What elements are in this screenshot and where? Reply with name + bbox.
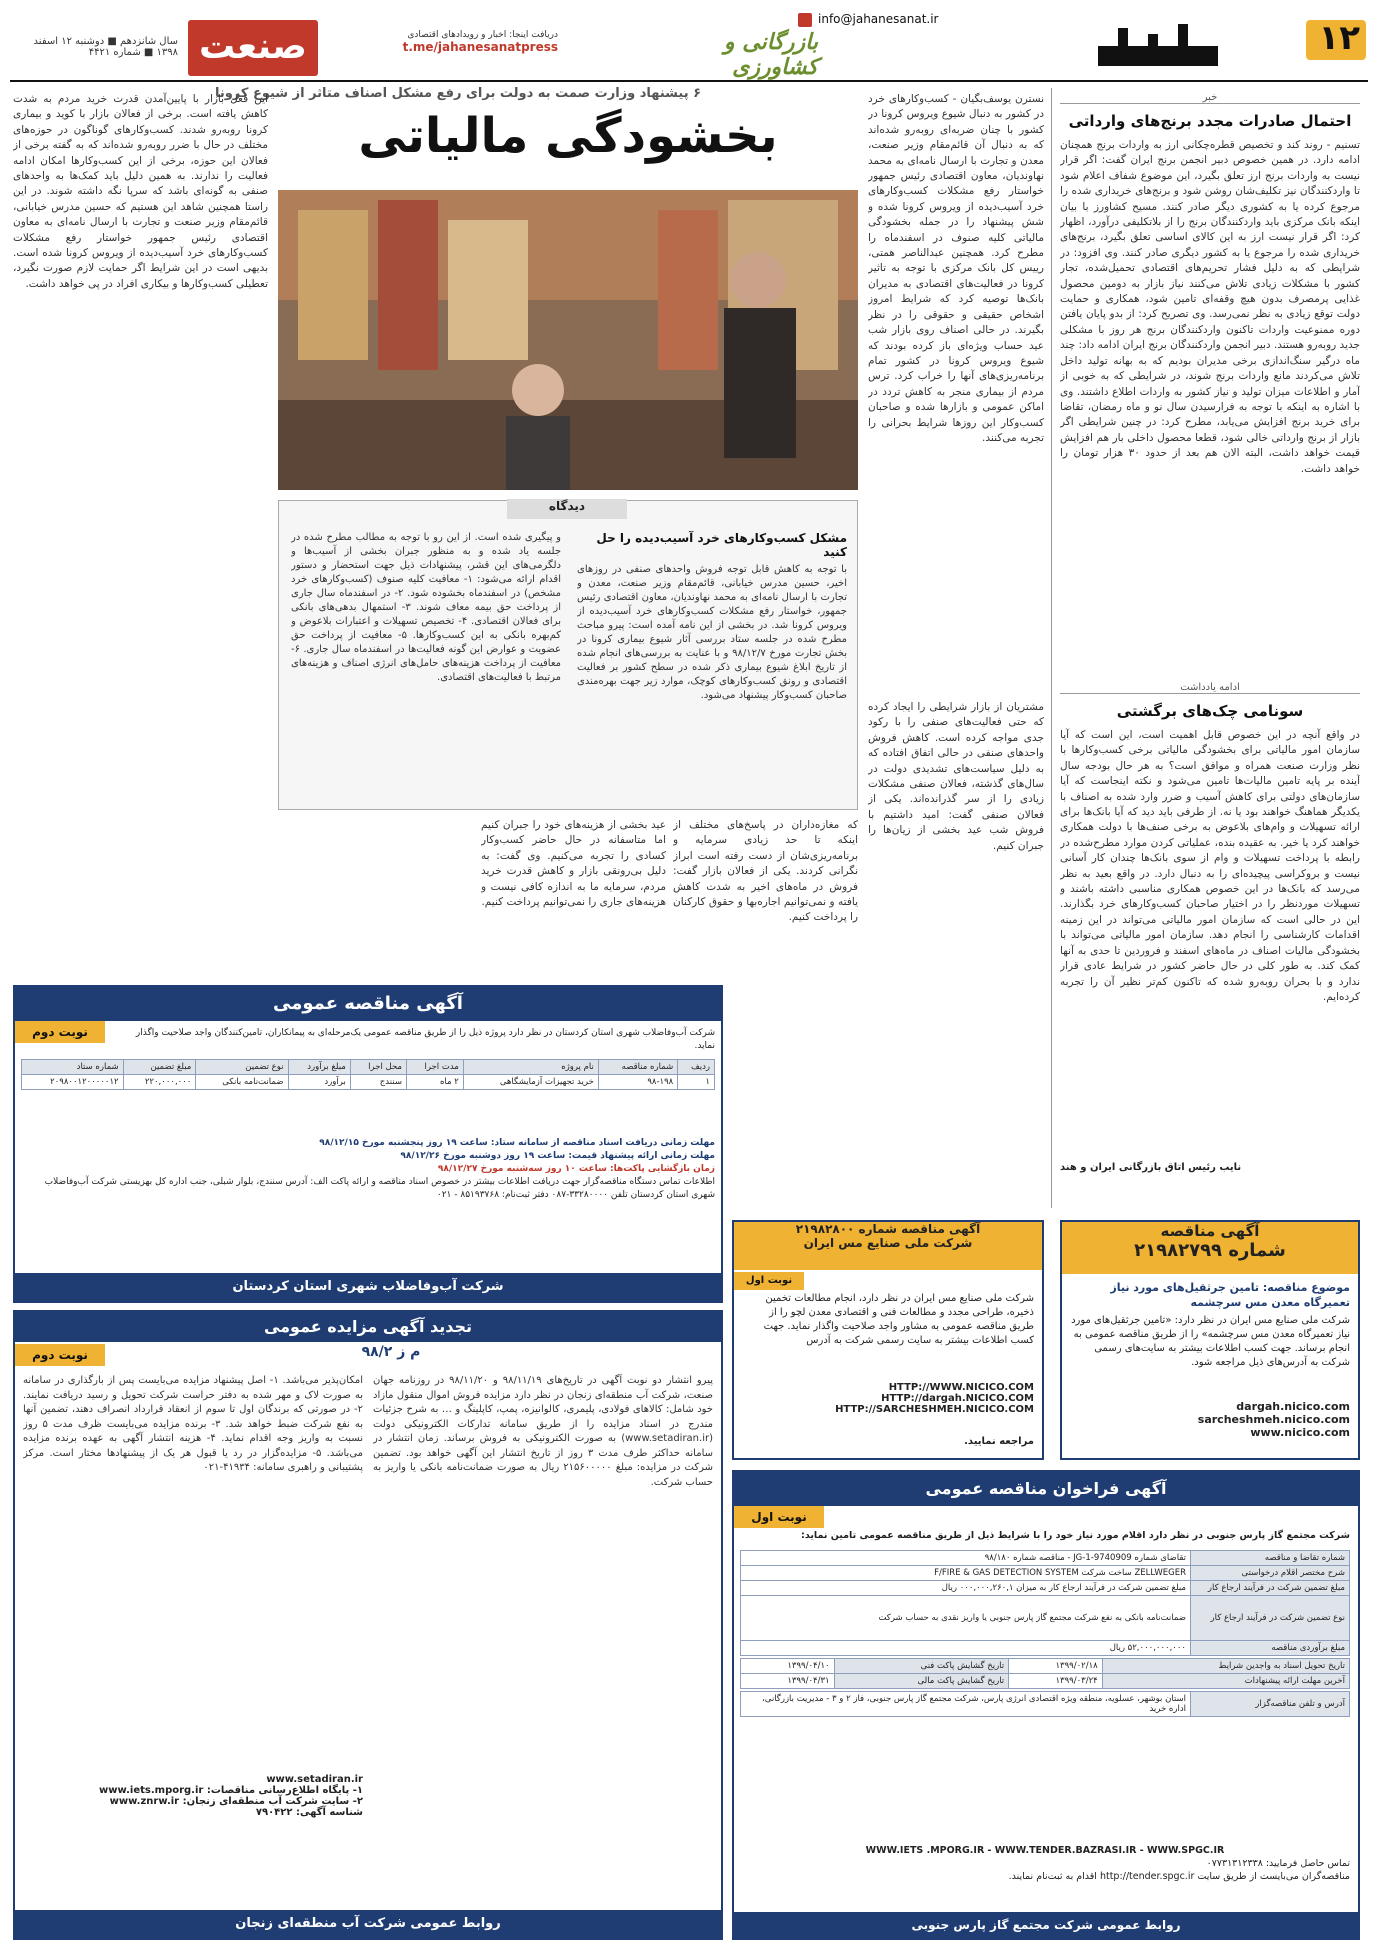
ad-zanjan-code: م ز ۹۸/۲: [361, 1344, 421, 1360]
news-title: احتمال صادرات مجدد برنج‌های وارداتی: [1068, 112, 1352, 130]
table-cell: ۲۲۰,۰۰۰,۰۰۰: [123, 1075, 196, 1090]
article-col-g: این فعل بازار با پایین‌آمدن قدرت خرید مردم به شدت کاهش یافته است. برخی از فعالان بازار با کوید و بیماری کرونا روبه‌رو شدند. کسب‌وکارهای گوناگون در حوزه‌های مختلف در حال با ضرر روبه‌رو شده‌اند که به گفته برخی از فعالان این حوزه، برخی از این کسب‌وکارها امکان ادامه فعالیت را ندارند. به همین دلیل باید کمک‌ها به واحدهای صنفی به گونه‌ای باشد که سرپا نگه داشته شوند. در این راستا همچنین شاهد این هستیم که حسین مدرس خیابانی، قائم‌مقام وزیر صنعت و تجارت با ارسال نامه‌ای به معاون اقتصادی رئیس جمهور خواستار رفع مشکلات کسب‌وکارهای خرد آسیب‌دیده از ویروس کرونا شده است. بدیهی است در این شرایط اگر حمایت لازم صورت نگیرد، تعطیلی کسب‌وکارها و بیکاری افراد در پی خواهد داشت.: [13, 93, 268, 290]
table-cell: برآورد: [288, 1075, 350, 1090]
ad-mes-1-title: آگهی مناقصه: [1160, 1222, 1260, 1240]
viewpoint-label: دیدگاه: [507, 499, 627, 519]
article-col-f: مشتریان از بازار شرایطی را ایجاد کرده که حتی فعالیت‌های صنفی را با رکود جدی مواجه کرده است. کاهش فروش واحدهای صنفی در حالی اتفاق افتاده که به دلیل سیاست‌های تشدیدی دولت در سال‌های گذشته، فعالان صنفی مشکلات زیادی را از سر گذرانده‌اند. یکی از فعالان صنفی گفت: امید داشتیم با فروش شب عید بخشی از زیان‌ها را جبران کنیم.: [868, 701, 1044, 852]
table-cell: ۲ ماه: [407, 1075, 464, 1090]
article-title: بخشودگی مالیاتی: [358, 108, 778, 164]
ad-kurdistan-line: مهلت زمانی ارائه پیشنهاد قیمت: ساعت ۱۹ روز دوشنبه مورخ ۹۸/۱۲/۲۶: [400, 1151, 715, 1161]
ad-mes-2-body: شرکت ملی صنایع مس ایران در نظر دارد، انجام مطالعات تخمین ذخیره، طراحی مجدد و مطالعات فنی و اقتصادی معدن لچو را از طریق مناقصه عمومی به مشاور واجد صلاحیت واگذار نماید. جهت کسب اطلاعات بیشتر به سایت رسمی شرکت به آدرس: [763, 1293, 1034, 1346]
table-cell: ضمانت‌نامه بانکی: [196, 1075, 288, 1090]
ad-gas-round: نوبت اول: [734, 1506, 824, 1528]
logo-mark: صنعت: [188, 20, 318, 76]
table-cell: ضمانت‌نامه بانکی به نفع شرکت مجتمع گاز پارس جنوبی یا واریز نقدی به حساب شرکت: [741, 1596, 1191, 1641]
news-rice: [1060, 92, 1360, 672]
article-supertitle: ۶ پیشنهاد وزارت صمت به دولت برای رفع مشکل اصناف متاثر از شیوع کرونا: [214, 86, 702, 101]
viewpoint-col-b: [577, 531, 847, 801]
viewpoint-body-c: و پیگیری شده است. از این رو با توجه به مطالب مطرح شده در جلسه یاد شده و به منظور جبران بخشی از آسیب‌ها و دلگرمی‌های این قشر، پیشنهادات ذیل جهت استحضار و دستور اقدام ارائه می‌شود: ۱- معافیت کلیه صنوف (کسب‌وکارهای خرد مشخص) در اسفندماه بخشوده شود. ۲- در اسفندماه سال جاری از پرداخت حق بیمه معاف شوند. ۳- استمهال بدهی‌های بانکی برای فعالان اقتصادی. ۴- تخصیص تسهیلات و اعتبارات بلاعوض و کم‌بهره بانکی به این کسب‌وکارها. ۵- معافیت از پرداخت حق عضویت و عوارض این گونه فعالیت‌ها در اسفندماه سال جاری. ۶- معافیت از پرداخت هزینه‌های حامل‌های انرژی اصناف و هزینه‌های مرتبط با فعالیت‌های اقتصادی.: [291, 532, 561, 683]
table-row: [22, 1075, 715, 1090]
page-number: ۱۲: [1318, 18, 1360, 58]
ad-mes-2: [732, 1220, 1044, 1460]
ad-kurdistan-intro: شرکت آب‌وفاضلاب شهری استان کردستان در نظر دارد پروژه ذیل را از طریق مناقصه عمومی یک‌مرحله‌ای به پیمانکاران، تامین‌کنندگان واجد صلاحیت واگذار نماید.: [135, 1028, 715, 1051]
table-label: مبلغ تضمین شرکت در فرآیند ارجاع کار: [1191, 1581, 1350, 1596]
mail-icon: [798, 13, 812, 27]
ad-mes-2-title: آگهی مناقصه شماره ۲۱۹۸۲۸۰۰: [795, 1222, 981, 1236]
news-kicker: خبر: [1060, 92, 1360, 104]
ad-mes-2-org: شرکت ملی صنایع مس ایران: [803, 1236, 973, 1250]
ad-zanjan-body-right: پیرو انتشار دو نوبت آگهی در تاریخ‌های ۹۸/۱۱/۱۹ و ۹۸/۱۱/۲۰ در روزنامه جهان صنعت، شرکت آب منطقه‌ای زنجان در نظر دارد مزایده فروش اموال منقول مازاد خود شامل: کالاهای فولادی، پلیمری، کالوانیزه، پمپ، کاپلینگ و … به شرح جزئیات مندرج در اسناد مزایده را از طریق سامانه تدارکات الکترونیکی دولت (www.setadiran.ir) به صورت الکترونیکی به فروش برساند. زمان انتشار در سامانه حداکثر طرف مدت ۳ روز از تاریخ انتشار این آگهی خواهد بود. تضمین شرکت در مزایده: مبلغ ۲۱۵۶۰۰۰۰۰ ریال به صورت ضمانت‌نامه بانکی یا واریز به حساب شرکت.: [373, 1375, 713, 1488]
table-cell: استان بوشهر، عسلویه، منطقه ویژه اقتصادی انرژی پارس، شرکت مجتمع گاز پارس جنوبی، فاز ۲ و ۳ - مدیریت بازرگانی، اداره خرید: [741, 1692, 1191, 1717]
site-link[interactable]: dargah.nicico.com: [1236, 1400, 1350, 1413]
table-row: [741, 1566, 1350, 1581]
table-label: نوع تضمین شرکت در فرآیند ارجاع کار: [1191, 1596, 1350, 1641]
table-row: [741, 1641, 1350, 1656]
email[interactable]: info@jahanesanat.ir: [818, 12, 939, 26]
section-mark: [1078, 18, 1278, 74]
table-cell: سنندج: [350, 1075, 406, 1090]
ad-gas-footer: روابط عمومی شرکت مجتمع گاز پارس جنوبی: [734, 1912, 1358, 1938]
table-cell: ۵۲,۰۰۰,۰۰۰,۰۰۰ ریال: [741, 1641, 1191, 1656]
ad-gas-intro: شرکت مجتمع گاز پارس جنوبی در نظر دارد اقلام مورد نیاز خود را با شرایط ذیل از طریق مناقصه عمومی تامین نماید:: [801, 1530, 1350, 1541]
table-row: [741, 1596, 1350, 1641]
ad-kurdistan: [13, 985, 723, 1303]
table-cell: ۱۳۹۹/۰۴/۳۱: [741, 1674, 835, 1689]
table-cell: ۱۳۹۹/۰۳/۲۴: [1009, 1674, 1103, 1689]
table-cell: ۱: [678, 1075, 715, 1090]
table-header: ردیف: [678, 1060, 715, 1075]
ad-gas-note: مناقصه‌گران می‌بایست از طریق سایت http://tender.spgc.ir اقدام به ثبت‌نام نمایند.: [1008, 1871, 1350, 1882]
news-body: تسنیم - روند کند و تخصیص قطره‌چکانی ارز به واردات برنج همچنان ادامه دارد. در همین خصوص دبیر انجمن برنج ایران گفت: اگر قرار نیست به واردات برنج ارز تعلق بگیرد، این موضوع شفاف اعلام شود تا واردکنندگان نیز تکلیف‌شان روشن شود و برنج‌های خریداری شده را مرجوع کرده یا به کشوری دیگر صادر کنند. مسیح کشاورز با بیان اینکه بانک مرکزی باید واردکنندگان برنج را از بلاتکلیفی درآورد، اظهار کرد: اگر قرار نیست ارز به این کالای اساسی تعلق بگیرد، برنج‌های خریداری شده را مرجوع یا به کشور دیگری صادر کنند. وی افزود: در شرایطی که به دلیل فشار تحریم‌های اقتصادی تحمیل‌شده، تجار کشور با مشکلات زیادی تلاش می‌کنند نیاز بازار به دومین محصول غذایی پرمصرف بدون هیچ وقفه‌ای تامین شود، همکاری و حمایت دولت توقع زیادی به نظر نمی‌رسد. وی تصریح کرد: از بدو پایان یافتن دوره ممنوعیت واردات تاکنون واردکنندگان برنج هر روز با مشکلی جدید روبه‌رو هستند. دبیر انجمن واردکنندگان برنج ایران ادامه داد: چند ماه درگیر سنگ‌اندازی برخی مدیران بودیم که به بهانه تولید داخل تلاش می‌کردند مانع واردات برنج شوند، در شرایطی که به خوبی از آمار و اطلاعات میزان تولید و نیاز کشور به واردات اطلاع داشتند. وی با اشاره به اینکه با توجه به فرارسیدن سال نو و ماه رمضان، تقاضا برای خرید برنج افزایش می‌یابد، مطرح کرد: در چنین شرایطی اگر بازار از برنج وارداتی خالی شود، قطعا محصول داخلی بار هم افزایش قیمت خواهد داشت، البته الان هم بعد از حدود ۳۰ هزار تومان را خواهد داشت.: [1060, 139, 1360, 475]
ad-kurdistan-line: اطلاعات تماس دستگاه مناقصه‌گزار جهت دریافت اطلاعات بیشتر در خصوص اسناد مناقصه و ارائه پاکت الف: آدرس سنندج، بلوار شبلی، جنب اداره کل بهزیستی شرکت آب‌وفاضلاب شهری استان کردستان تلفن ۳۳۲۸۰۰۰۰-۰۸۷ دفتر ثبت‌نام: ۸۵۱۹۳۷۶۸ - ۰۲۱: [44, 1177, 715, 1200]
ad-mes-1-header: [1062, 1222, 1358, 1274]
ad-zanjan-footer: روابط عمومی شرکت آب منطقه‌ای زنجان: [15, 1910, 721, 1938]
ad-kurdistan-table: [21, 1059, 715, 1090]
ad-kurdistan-footer: شرکت آب‌وفاضلاب شهری استان کردستان: [15, 1273, 721, 1301]
ad-zanjan-id: شناسه آگهی: ۷۹۰۴۲۲: [255, 1807, 363, 1818]
article-col-d: عید بخشی از هزینه‌های خود را جبران کنیم اما متاسفانه در حال حاضر کسب‌وکار کسادی را تجربه می‌کنیم. وی گفت: به دلیل بی‌رونقی بازار و کاهش قدرت خرید مردم، سرمایه ما به اندازه کافی نیست و هزینه‌های جاری را نمی‌توانیم پرداخت کنیم.: [481, 819, 666, 909]
commentary-title: سونامی چک‌های برگشتی: [1116, 702, 1304, 720]
table-label: شماره تقاضا و مناقصه: [1191, 1551, 1350, 1566]
table-label: تاریخ گشایش پاکت مالی: [834, 1674, 1009, 1689]
table-cell: ۱۳۹۹/۰۲/۱۸: [1009, 1659, 1103, 1674]
viewpoint-heading: مشکل کسب‌وکارهای خرد آسیب‌دیده را حل کنید: [596, 531, 847, 559]
telegram-handle[interactable]: t.me/jahanesanatpress: [402, 40, 558, 54]
ad-kurdistan-details: [21, 1137, 715, 1202]
article-col-a: نسترن یوسف‌بگیان - کسب‌وکارهای خرد در کشور به دنبال شیوع ویروس کرونا در کشور با چنان ضربه‌ای روبه‌رو شده‌اند که به دنبال آن قائم‌مقام وزیر صنعت، معدن و تجارت با ارسال نامه‌ای به محمد نهاوندیان، معاون اقتصادی رئیس جمهور خواستار رفع مشکلات کسب‌وکارهای خرد آسیب‌دیده از ویروس کرونا شده و شش پیشنهاد را در جمله بخشودگی مالیاتی کلیه صنوف در اسفندماه را مطرح کرد. همچنین عبدالناصر همتی، رییس کل بانک مرکزی با توجه به تاثیر کرونا در فعالیت‌های اقتصادی به مدیران بانک‌ها توصیه کرد که شرایط امروز اشخاص حقیقی و حقوقی را در نظر بگیرند. در حالی اصناف روی بازار شب عید حساب ویژه‌ای باز کرده بودند که شیوع ویروس کرونا در کشور تمام برنامه‌ریزی‌های آنها را خراب کرد. ترس مردم از بیماری منجر به کاهش تردد در اماکن عمومی و بازارها شده و صاحبان کسب‌وکار این روزها شرایط بحرانی را تجربه می‌کنند.: [868, 93, 1044, 444]
ad-kurdistan-round: نوبت دوم: [15, 1021, 105, 1043]
table-cell: مبلغ تضمین شرکت در فرآیند ارجاع کار به میزان ۰۰۰,۰۰۰,۲۶۰,۱ ریال: [741, 1581, 1191, 1596]
ad-zanjan-body-left: امکان‌پذیر می‌باشد. ۱- اصل پیشنهاد مزایده می‌بایست پس از بارگذاری در سامانه به صورت لاک و مهر شده به دفتر حراست شرکت تحویل و رسید دریافت نمایند. ۲- در صورتی که برندگان اول تا سوم از انعقاد قرارداد انصراف دهند، تضمین آنها به نفع شرکت ضبط خواهد شد. ۳- برنده مزایده می‌بایست ظرف مدت ۵ روز نسبت به واریز وجه اقدام نماید. ۴- هزینه انتشار آگهی به عهده برنده مزایده می‌باشد. ۵- مزایده‌گزار در رد یا قبول هر یک از پیشنهادها مختار است. مرکز پشتیبانی و راهبری سامانه: ۴۱۹۳۴-۰۲۱: [23, 1375, 363, 1473]
site-link[interactable]: www.nicico.com: [1250, 1426, 1350, 1439]
ad-zanjan-left: [23, 1374, 363, 1894]
table-header: شماره ستاد: [22, 1060, 124, 1075]
commentary-byline: نایب رئیس اتاق بازرگانی ایران و هند: [1060, 1162, 1242, 1173]
table-cell: تقاضای شماره 9740909-JG-1 - مناقصه شماره ۹۸/۱۸۰: [741, 1551, 1191, 1566]
ad-kurdistan-line: زمان بازگشایی پاکت‌ها: ساعت ۱۰ روز سه‌شنبه مورخ ۹۸/۱۲/۲۷: [437, 1164, 715, 1174]
issue-line: سال شانزدهم ■ دوشنبه ۱۲ اسفند ۱۳۹۸ ■ شماره ۴۴۲۱: [33, 36, 178, 58]
table-label: آدرس و تلفن مناقصه‌گزار: [1191, 1692, 1350, 1717]
section-title: بازرگانی و کشاورزی: [724, 30, 818, 80]
ad-mes-1-sites: [1070, 1400, 1350, 1439]
ad-mes-2-end: مراجعه نمایید.: [964, 1436, 1034, 1447]
site-link[interactable]: ۲- سایت شرکت آب منطقه‌ای زنجان: www.znrw.ir: [109, 1796, 363, 1807]
table-header-row: [22, 1060, 715, 1075]
ad-kurdistan-line: مهلت زمانی دریافت اسناد مناقصه از سامانه ستاد: ساعت ۱۹ روز پنجشنبه مورخ ۹۸/۱۲/۱۵: [319, 1138, 715, 1148]
site-link[interactable]: WWW.IETS .MPORG.IR - WWW.TENDER.BAZRASI.IR - WWW.SPGC.IR: [865, 1845, 1225, 1856]
ad-zanjan-round: نوبت دوم: [15, 1344, 105, 1366]
telegram-block: [338, 30, 558, 70]
viewpoint-box: [278, 500, 858, 810]
ad-gas-notes: [740, 1844, 1350, 1883]
ad-gas-title: آگهی فراخوان مناقصه عمومی: [734, 1472, 1358, 1506]
table-cell: ۱۳۹۹/۰۴/۱۰: [741, 1659, 835, 1674]
ad-gas-table: [740, 1550, 1350, 1717]
article-col-e: که مغازه‌داران در پاسخ‌های مختلف از اینکه تا حد زیادی سرمایه و برنامه‌ریزی‌شان از دست رفته است ابراز نگرانی کردند. یکی از فعالان بازار گفت: فروش در ماه‌های اخیر به شدت کاهش یافته و نمی‌توانیم اجاره‌بها و حقوق کارکنان را پرداخت کنیم.: [673, 819, 858, 924]
table-label: آخرین مهلت ارائه پیشنهادات: [1102, 1674, 1349, 1689]
ad-mes-1-number: شماره ۲۱۹۸۲۷۹۹: [1134, 1240, 1286, 1261]
commentary-kicker: ادامه یادداشت: [1060, 682, 1360, 694]
column-divider: [1051, 88, 1052, 1208]
table-label: مبلغ برآوردی مناقصه: [1191, 1641, 1350, 1656]
newspaper-logo: [18, 14, 318, 76]
email-line: [798, 12, 1048, 42]
ad-mes-2-header: [734, 1222, 1042, 1270]
table-row: [741, 1659, 1350, 1674]
ad-mes-2-sites: [742, 1382, 1034, 1415]
table-header: نام پروژه: [463, 1060, 598, 1075]
table-header: مبلغ تضمین: [123, 1060, 196, 1075]
ad-kurdistan-title: آگهی مناقصه عمومی: [15, 987, 721, 1021]
page-number-block: [1276, 12, 1366, 74]
table-header: شماره مناقصه: [598, 1060, 677, 1075]
table-row: [741, 1551, 1350, 1566]
table-cell: خرید تجهیزات آزمایشگاهی: [463, 1075, 598, 1090]
table-header: محل اجرا: [350, 1060, 406, 1075]
table-label: شرح مختصر اقلام درخواستی: [1191, 1566, 1350, 1581]
table-cell: ۹۸-۱۹۸: [598, 1075, 677, 1090]
table-header: مبلغ برآورد: [288, 1060, 350, 1075]
telegram-text: دریافت اینجا: اخبار و رویدادهای اقتصادی: [407, 30, 558, 40]
site-link[interactable]: HTTP://SARCHESHMEH.NICICO.COM: [835, 1404, 1034, 1415]
site-link[interactable]: HTTP://WWW.NICICO.COM: [888, 1382, 1034, 1393]
ad-gas-phone: تماس حاصل فرمایید: ۰۷۷۳۱۳۱۲۳۳۸: [1206, 1858, 1350, 1869]
site-link[interactable]: sarcheshmeh.nicico.com: [1197, 1413, 1350, 1426]
table-row: [741, 1692, 1350, 1717]
site-link[interactable]: www.setadiran.ir: [266, 1774, 363, 1785]
table-label: تاریخ تحویل اسناد به واجدین شرایط: [1102, 1659, 1349, 1674]
viewpoint-body-b: با توجه به کاهش قابل توجه فروش واحدهای صنفی در روزهای اخیر، حسین مدرس خیابانی، قائم‌مقام وزیر صنعت، معدن و تجارت با ارسال نامه‌ای به محمد نهاوندیان، معاون اقتصادی رئیس جمهور، خواستار رفع مشکلات کسب‌وکارهای خرد آسیب‌دیده از ویروس کرونا شد. در بخشی از این نامه آمده است: پیرو مباحث مطرح شده در جلسه ستاد بررسی آثار شیوع بیماری کرونا در بخش تجارت مورخ ۹۸/۱۲/۷ و با عنایت به بررسی‌های انجام شده از تاریخ ابلاغ شیوع بیماری ذکر شده در سطح کشور بر فعالیت اقتصادی و رونق کسب‌وکارهای کوچک، موارد زیر جهت بهره‌مندی صاحبان کسب‌وکار پیشنهاد می‌شود.: [577, 564, 847, 701]
table-header: مدت اجرا: [407, 1060, 464, 1075]
ad-mes-2-round: نوبت اول: [734, 1272, 804, 1290]
masthead-rule: [10, 80, 1368, 82]
ad-gas: [732, 1470, 1360, 1940]
factory-icon: [1078, 18, 1278, 74]
table-row: [741, 1581, 1350, 1596]
site-link[interactable]: ۱- پایگاه اطلاع‌رسانی مناقصات: www.iets.mporg.ir: [99, 1785, 363, 1796]
site-link[interactable]: HTTP://dargah.NICICO.COM: [881, 1393, 1034, 1404]
ad-mes-1: [1060, 1220, 1360, 1460]
ad-mes-1-subject: موضوع مناقصه: تامین جرثقیل‌های مورد نیاز تعمیرگاه معدن مس سرچشمه: [1110, 1281, 1350, 1309]
ad-mes-1-body: شرکت ملی صنایع مس ایران در نظر دارد: «تامین جرثقیل‌های مورد نیاز تعمیرگاه معدن مس سرچشمه» را از طریق مناقصه عمومی به انجام برساند. جهت کسب اطلاعات بیشتر به سایت‌های رسمی شرکت به آدرس‌های ذیل مراجعه شود.: [1071, 1315, 1350, 1368]
table-cell: ZELLWEGER ساخت شرکت F/FIRE & GAS DETECTION SYSTEM: [741, 1566, 1191, 1581]
table-header: نوع تضمین: [196, 1060, 288, 1075]
shop-photo-illustration: [278, 190, 858, 490]
table-cell: ۲۰۹۸۰۰۱۲۰۰۰۰۰۱۲: [22, 1075, 124, 1090]
article-photo: [278, 190, 858, 490]
table-row: [741, 1674, 1350, 1689]
commentary-body: در واقع آنچه در این خصوص قابل اهمیت است، این است که آیا سازمان امور مالیاتی برای بخشودگی مالیاتی برخی کسب‌وکارها با نظر وزارت صنعت همراه و موافق است؟ به هر حال بودجه سال آینده بر پایه تامین مالیات‌ها تامین می‌شود و نکته اینجاست که آیا سازمان‌های دولتی برای کاهش آسیب و ضرر وارد شده به اصناف با یکدیگر هماهنگ خواهند بود یا نه. از طرفی باید دید که آیا بانک‌ها برای ارائه تسهیلات و وام‌های بلاعوض به برخی صنف‌ها با دولت همکاری خواهند کرد یا خیر. به عقیده بنده، عملیاتی کردن موارد مطرح‌شده در رابطه با پرداخت تسهیلات و وام از سوی بانک‌ها چندان کار آسانی نیست و بروکراسی پیچیده‌ای را به دنبال دارد. در واقع بعید به نظر می‌رسد که بانک‌ها در این خصوص همکاری مناسبی داشته باشند و تسهیلات موردنظر را در اختیار صاحبان کسب‌وکارهای خرد بگذارند. این در حالی است که سازمان امور مالیاتی می‌تواند در این زمینه اقدامات کارشناسی را انجام دهد. سازمان امور مالیاتی می‌تواند با بخشودگی مالیات اصناف در ماه‌های اسفند و فروردین تا حدی به آنها کمک کند. به طور کلی در حال حاضر کشور در شرایط عادی قرار ندارد و با بحران روبه‌رو شده که تاکنون کم‌تر نظیر آن را تجربه کرده‌ایم.: [1060, 729, 1360, 1003]
table-label: تاریخ گشایش پاکت فنی: [834, 1659, 1009, 1674]
ad-zanjan-title: تجدید آگهی مزایده عمومی: [15, 1312, 721, 1342]
ad-zanjan: [13, 1310, 723, 1940]
commentary-cheques: [1060, 682, 1360, 1202]
